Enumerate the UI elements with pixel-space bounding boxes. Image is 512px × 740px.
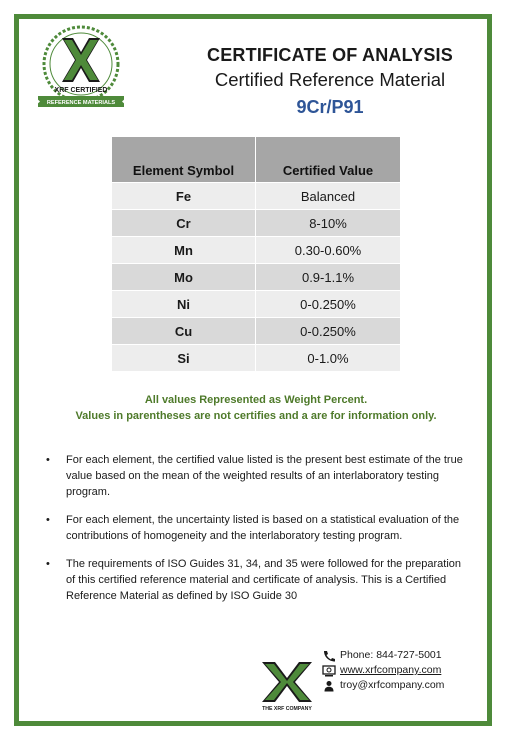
- statement-text: For each element, the uncertainty listed is based on a statistical evaluation of the contributions of homogeneity and the interlaboratory testing program.: [66, 514, 460, 542]
- certificate-header: [180, 44, 480, 119]
- note-line-weight-percent: All values Represented as Weight Percent.: [144, 394, 368, 406]
- table-header-row: [112, 137, 400, 183]
- web-icon: [322, 665, 336, 677]
- list-item: [46, 452, 466, 500]
- certified-value-cell: 8-10%: [256, 210, 401, 237]
- contact-website-link[interactable]: www.xrfcompany.com: [340, 664, 442, 676]
- certified-values-table: [112, 137, 400, 371]
- table-row: [112, 345, 400, 372]
- phone-icon: [322, 650, 336, 662]
- statement-text: For each element, the certified value listed is the present best estimate of the true value based on the mean of the weighted results of an interlaboratory testing program.: [66, 454, 463, 498]
- certificate-title: CERTIFICATE OF ANALYSIS: [207, 45, 453, 65]
- contact-phone: Phone: 844-727-5001: [340, 649, 442, 661]
- xrf-certified-seal-logo: [34, 22, 128, 116]
- xrf-company-logo: [258, 660, 316, 712]
- statement-text: The requirements of ISO Guides 31, 34, and 35 were followed for the preparation of this certified reference material and certificate of analysis. This is a Certified Reference Material as defined by ISO Guide 30: [66, 558, 462, 602]
- element-symbol-cell: Si: [112, 345, 256, 372]
- contact-block: [322, 648, 444, 693]
- element-symbol-cell: Cu: [112, 318, 256, 345]
- certified-value-cell: 0-1.0%: [256, 345, 401, 372]
- certificate-statements-list: [46, 452, 466, 616]
- table-row: [112, 210, 400, 237]
- contact-email[interactable]: troy@xrfcompany.com: [340, 679, 445, 691]
- bullet-icon: •: [46, 454, 50, 466]
- bullet-icon: •: [46, 558, 50, 570]
- list-item: [46, 556, 466, 604]
- certificate-subtitle: Certified Reference Material: [214, 69, 446, 90]
- table-row: [112, 237, 400, 264]
- element-symbol-cell: Cr: [112, 210, 256, 237]
- contact-phone-row: [322, 648, 444, 663]
- certified-value-cell: 0.9-1.1%: [256, 264, 401, 291]
- person-icon: [322, 680, 336, 692]
- contact-email-row: [322, 678, 444, 693]
- product-name: 9Cr/P91: [296, 97, 364, 117]
- element-symbol-cell: Ni: [112, 291, 256, 318]
- contact-website-row: [322, 663, 444, 678]
- footer-logo-text: THE XRF COMPANY: [262, 706, 312, 712]
- seal-badge-text: XRF CERTIFIED: [54, 87, 108, 94]
- seal-ribbon-text: REFERENCE MATERIALS: [46, 100, 116, 106]
- certified-value-cell: 0.30-0.60%: [256, 237, 401, 264]
- table-row: [112, 183, 400, 210]
- certified-value-cell: Balanced: [256, 183, 401, 210]
- list-item: [46, 512, 466, 544]
- element-symbol-cell: Mn: [112, 237, 256, 264]
- column-header-certified-value: Certified Value: [256, 137, 401, 183]
- element-symbol-cell: Mo: [112, 264, 256, 291]
- element-symbol-cell: Fe: [112, 183, 256, 210]
- table-row: [112, 291, 400, 318]
- note-line-parentheses: Values in parentheses are not certifies and a are for information only.: [75, 410, 437, 422]
- table-row: [112, 264, 400, 291]
- bullet-icon: •: [46, 514, 50, 526]
- certified-value-cell: 0-0.250%: [256, 318, 401, 345]
- table-row: [112, 318, 400, 345]
- certified-value-cell: 0-0.250%: [256, 291, 401, 318]
- column-header-element-symbol: Element Symbol: [112, 137, 256, 183]
- weight-percent-notes: [40, 392, 472, 424]
